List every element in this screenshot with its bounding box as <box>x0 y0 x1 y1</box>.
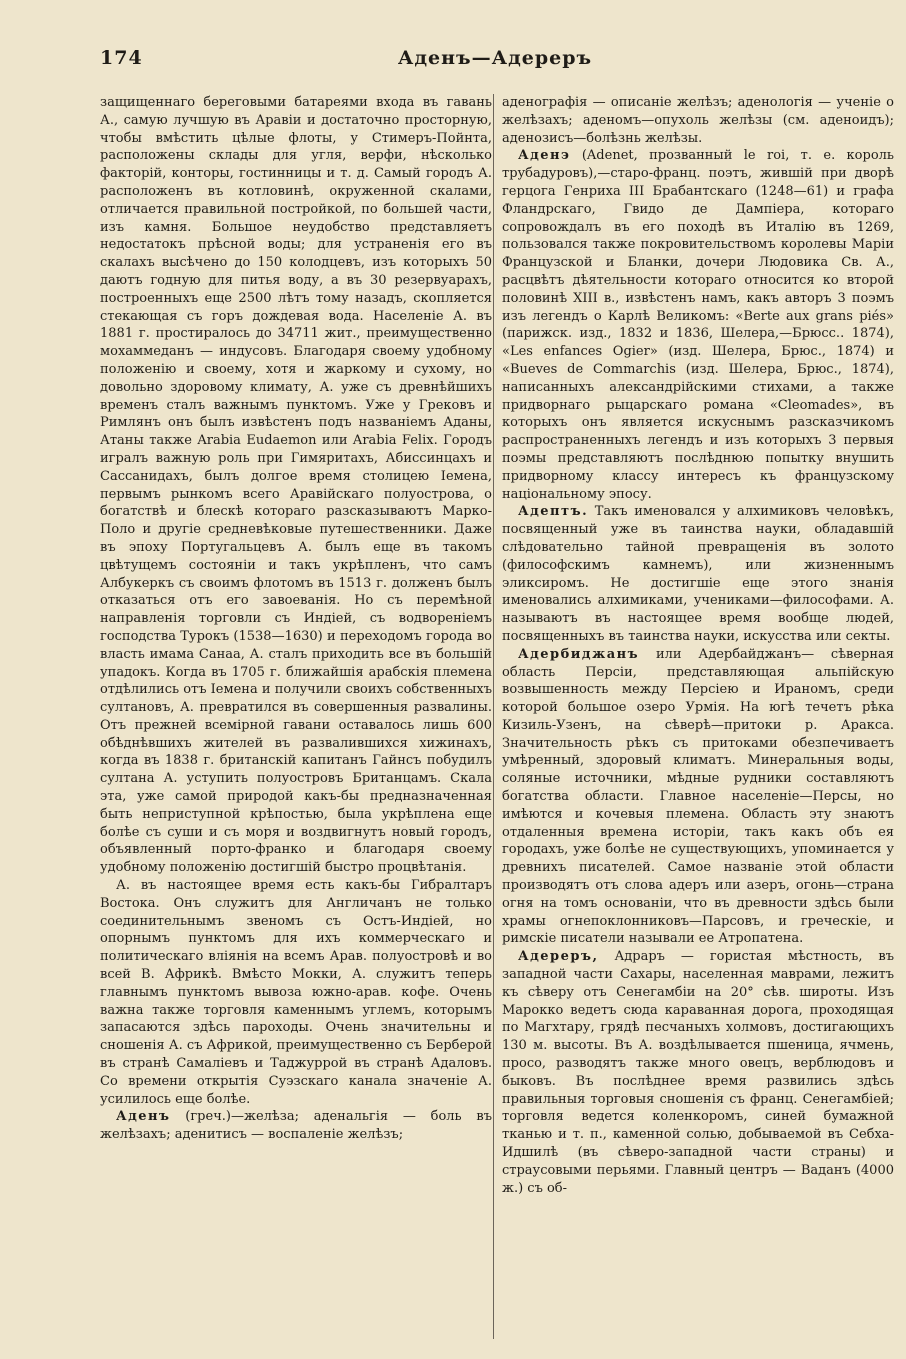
entry-text: (греч.)—желѣза; аденальгія — боль въ желѣзахъ; аденитисъ — воспаленіе желѣзъ; <box>100 1109 492 1143</box>
article-paragraph <box>100 877 492 1108</box>
page-header <box>100 47 890 77</box>
article-paragraph <box>502 94 894 147</box>
left-column <box>100 94 492 1144</box>
paragraph-text: защищеннаго береговыми батареями входа въ гавань А., самую лучшую въ Аравіи и достаточно просторную, чтобы вмѣстить цѣлые флоты, у Стимеръ-Пойнта, расположены склады для угля, верфи, нѣсколько факторій, конторы, гостинницы и т. д. Самый городъ А. расположенъ въ котловинѣ, окруженной скалами, отличается правильной постройкой, по большей части, изъ камня. Большое неудобство представляетъ недостатокъ прѣсной воды; для устраненія его въ скалахъ высѣчено до 150 колодцевъ, изъ которыхъ 50 даютъ годную для питья воду, а въ 30 резервуарахъ, построенныхъ еще 2500 лѣтъ тому назадъ, скопляется стекающая съ горъ дождевая вода. Населеніе А. въ 1881 г. простиралось до 34711 жит., преимущественно мохаммеданъ — индусовъ. Благодаря своему удобному положенію и своему, хотя и жаркому и сухому, но довольно здоровому климату, А. уже съ древнѣйшихъ временъ сталъ важнымъ пунктомъ. Уже у Грековъ и Римлянъ онъ былъ извѣстенъ подъ названіемъ Аданы, Атаны также Arabia Eudaemon или Arabia Felix. Городъ игралъ важную роль при Гимяритахъ, Абиссинцахъ и Сассанидахъ, былъ долгое время столицею Іемена, первымъ рынкомъ всего Аравійскаго полуострова, о богатствѣ и блескѣ котораго разсказываютъ Марко-Поло и другіе средневѣковые путешественники. Даже въ эпоху Португальцевъ А. былъ еще въ такомъ цвѣтущемъ состояніи и такъ укрѣпленъ, что самъ Албукеркъ съ своимъ флотомъ въ 1513 г. долженъ былъ отказаться отъ его завоеванія. Но съ перемѣной направленія торговли съ Индіей, съ водвореніемъ господства Турокъ (1538—1630) и переходомъ города во власть имама Санаа, А. сталъ приходить все въ большій упадокъ. Когда въ 1705 г. ближайшія арабскія племена отдѣлились отъ Іемена и получили своихъ собственныхъ султановъ, А. превратился въ совершенныя развалины. Отъ прежней всемірной гавани оставалось лишь 600 обѣднѣвшихъ жителей въ развалившихся хижинахъ, когда въ 1838 г. британскій капитанъ Гайнсъ побудилъ султана А. уступить полуостровъ Британцамъ. Скала эта, уже самой природой какъ-бы предназначенная быть неприступной крѣпостью, была укрѣплена еще болѣе съ суши и съ моря и воздвигнутъ новый городъ, объявленный порто-франко и благодаря своему удобному положенію достигшій быстро процвѣтанія. <box>100 95 492 876</box>
right-column <box>502 94 894 1197</box>
article-entry <box>502 503 894 645</box>
paragraph-text: аденографія — описаніе желѣзъ; аденологія — ученіе о желѣзахъ; аденомъ—опухоль желѣзы (см. аденоидъ); аденозисъ—болѣзнь желѣзы. <box>502 95 894 146</box>
paragraph-text: А. въ настоящее время есть какъ-бы Гибралтаръ Востока. Онъ служитъ для Англичанъ не только соединительнымъ звеномъ съ Остъ-Индіей, но опорнымъ пунктомъ для ихъ коммерческаго и политическаго вліянія на всемъ Арав. полуостровѣ и во всей В. Африкѣ. Вмѣсто Мокки, А. служитъ теперь главнымъ пунктомъ вывоза южно-арав. кофе. Очень важна также торговля каменнымъ углемъ, которымъ запасаются здѣсь пароходы. Очень значительны и сношенія А. съ Африкой, преимущественно съ Берберой въ странѣ Самаліевъ и Таджуррой въ странѣ Адаловъ. Со времени открытія Суэзскаго канала значеніе А. усилилось еще болѣе. <box>100 878 492 1107</box>
entry-headword: Адептъ. <box>518 504 589 520</box>
entry-text: Адраръ — гористая мѣстность, въ западной части Сахары, населенная маврами, лежитъ къ сѣверу отъ Сенегамбіи на 20° сѣв. широты. Изъ Марокко ведетъ сюда караванная дорога, проходящая по Магхтару, грядѣ песчаныхъ холмовъ, достигающихъ 130 м. высоты. Въ А. воздѣлывается пшеница, ячмень, просо, разводятъ также много овецъ, верблюдовъ и быковъ. Въ послѣднее время развились здѣсь правильныя торговыя сношенія съ франц. Сенегамбіей; торговля ведется коленкоромъ, синей бумажной тканью и т. п., каменной солью, добываемой въ Себха-Идшилѣ (въ сѣверо-западной части страны) и страусовыми перьями. Главный центръ — Ваданъ (4000 ж.) съ об- <box>502 949 894 1196</box>
column-divider <box>493 94 494 1339</box>
entry-headword: Адербиджанъ <box>518 646 640 662</box>
article-entry <box>502 147 894 503</box>
running-title: Аденъ—Адереръ <box>397 47 593 69</box>
article-paragraph <box>100 94 492 877</box>
entry-text: Такъ именовался у алхимиковъ человѣкъ, посвященный уже въ таинства науки, обладавшій слѣдовательно тайной превращенія въ золото (философскимъ камнемъ), или жизненнымъ эликсиромъ. Не достигшіе еще этого знанія именовались алхимиками, учениками—философами. А. называютъ въ настоящее время вообще людей, посвященныхъ въ таинства науки, искусства или секты. <box>502 504 894 644</box>
page-number: 174 <box>100 47 143 69</box>
entry-text: или Адербайджанъ— сѣверная область Персіи, представляющая альпійскую возвышенность между Персіею и Ираномъ, среди которой большое озеро Урмія. На югѣ течетъ рѣка Кизиль-Узенъ, на сѣверѣ—притоки р. Аракса. Значительность рѣкъ съ притоками обезпечиваетъ умѣренный, здоровый климатъ. Минеральныя воды, соляные источники, мѣдные рудники составляютъ богатства области. Главное населеніе—Персы, но имѣются и кочевыя племена. Область эту знаютъ отдаленныя времена исторіи, такъ какъ объ ея городахъ, уже болѣе не существующихъ, упоминается у древнихъ писателей. Самое названіе этой области производятъ отъ слова адеръ или азеръ, огонь—страна огня на томъ основаніи, что въ древности здѣсь были храмы огнепоклонниковъ—Парсовъ, и греческіе, и римскіе писатели называли ее Атропатена. <box>502 646 894 947</box>
article-entry <box>502 948 894 1197</box>
article-entry <box>100 1108 492 1144</box>
article-entry <box>502 646 894 949</box>
entry-headword: Аденъ <box>116 1109 171 1125</box>
entry-text: (Adenet, прозванный le roi, т. е. король трубадуровъ),—старо-франц. поэтъ, жившій при дворѣ герцога Генриха III Брабантскаго (1248—61) и графа Фландрскаго, Гвидо де Дампіера, котораго сопровождалъ въ его походѣ въ Италію въ 1269, пользовался также покровительствомъ королевы Маріи Французской и Бланки, дочери Людовика Св. А., расцвѣтъ дѣятельности котораго относится ко второй половинѣ XIII в., извѣстенъ намъ, какъ авторъ 3 поэмъ изъ легендъ о Карлѣ Великомъ: «Berte aux grans piés» (парижск. изд., 1832 и 1836, Шелера,—Брюсс.. 1874), «Les enfances Ogier» (изд. Шелера, Брюс., 1874) и «Bueves de Commarchis (изд. Шелера, Брюс., 1874), написанныхъ александрійскими стихами, а также придворнаго рыцарскаго романа «Cleomades», въ которыхъ онъ является искуснымъ разсказчикомъ распространенныхъ легендъ и изъ которыхъ 3 первыя поэмы представляютъ послѣднюю попытку внушить придворному классу интересъ къ французскому національному эпосу. <box>502 148 894 502</box>
entry-headword: Аденэ <box>518 148 571 164</box>
entry-headword: Адереръ, <box>518 949 599 965</box>
